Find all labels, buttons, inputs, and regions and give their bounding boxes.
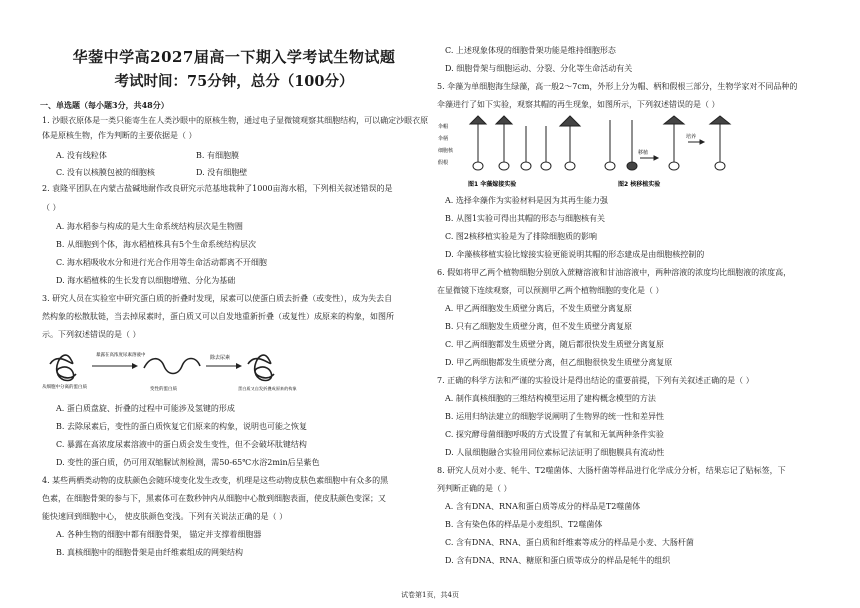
q1-option-c: C. 没有以核膜包被的细胞核 [56,168,155,177]
q6-stem-line2: 在显微镜下连续观察，可以预测甲乙两个植物细胞的变化是（ ） [437,286,664,295]
label-stalk: 伞柄 [438,136,449,142]
label-refolded-protein: 蛋白质又自发折叠成原来的构象 [238,386,297,391]
page-footer: 试卷第1页，共4页 [401,591,459,599]
label-isolated-protein: 从细胞中分离的蛋白质 [42,385,87,390]
q4-option-d: D. 细胞骨架与细胞运动、分裂、分化等生命活动有关 [445,64,633,73]
q8-stem-line1: 8. 研究人员对小麦、牦牛、T2噬菌体、大肠杆菌等样品进行化学成分分析，结果忘记了贴标签，下 [437,466,786,475]
q7-stem-line1: 7. 正确的科学方法和严谨的实验设计是得出结论的重要前提，下列有关叙述正确的是（ ） [437,376,754,385]
q1-stem-line2: 体是原核生物，作为判断的主要依据是（ ） [42,131,197,140]
q6-stem-line1: 6. 假如将甲乙两个植物细胞分别放入蔗糖溶液和甘油溶液中，两种溶液的浓度均比细胞液的浓度高， [437,268,792,277]
arrow-label-remove: 除去尿素 [210,355,231,361]
q5-option-a: A. 选择伞藻作为实验材料是因为其再生能力强 [445,196,608,205]
q5-option-d: D. 伞藻核移植实验比嫁接实验更能说明其帽的形态建成是由细胞核控制的 [445,250,705,259]
q2-option-c: C. 海水稻吸收水分和进行光合作用等生命活动都离不开细胞 [56,258,267,267]
q1-option-a: A. 没有线粒体 [56,151,107,160]
q2-option-d: D. 海水稻植株的生长发育以细胞增殖、分化为基础 [56,276,236,285]
figure1-caption: 图1 伞藻嫁接实验 [468,181,517,188]
transplant-plants [605,116,730,170]
label-cap: 伞帽 [438,124,449,130]
arrow-label-urea: 暴露在高浓度尿素溶液中 [96,353,146,358]
folded-protein-icon [50,355,76,380]
q6-option-b: B. 只有乙细胞发生质壁分离，但不发生质壁分离复原 [445,322,632,331]
q3-stem-line1: 3. 研究人员在实验室中研究蛋白质的折叠时发现，尿素可以使蛋白质去折叠（或变性），成为失去自 [42,294,393,303]
exam-subtitle: 考试时间：75分钟，总分（100分） [114,73,354,90]
q4-option-a: A. 各种生物的细胞中都有细胞骨架， 锚定并支撑着细胞器 [56,530,262,539]
q8-option-d: D. 含有DNA、RNA、糖原和蛋白质等成分的样品是牦牛的组织 [445,556,671,565]
q1-option-b: B. 有细胞膜 [196,151,239,160]
label-culture: 培养 [686,134,697,140]
q4-option-b: B. 真核细胞中的细胞骨架是由纤维素组成的网架结构 [56,548,243,557]
q7-option-b: B. 运用归纳法建立的细胞学说阐明了生物界的统一性和差异性 [445,412,664,421]
q6-option-c: C. 甲乙两细胞都发生质壁分离，随后都很快发生质壁分离复原 [445,340,664,349]
q3-option-d: D. 变性的蛋白质，仍可用双缩脲试剂检测，需50-65℃水浴2min后呈紫色 [56,458,320,467]
q2-option-b: B. 从细胞到个体，海水稻植株具有5个生命系统结构层次 [56,240,257,249]
q3-option-b: B. 去除尿素后，变性的蛋白质恢复它们原来的构象，说明也可能之恢复 [56,422,307,431]
label-nucleus: 细胞核 [438,148,454,154]
label-rhizoid: 假根 [438,160,449,166]
q7-option-c: C. 探究酵母菌细胞呼吸的方式设置了有氧和无氧两种条件实验 [445,430,664,439]
q3-stem-line2: 然构象的松散肽链，当去掉尿素时，蛋白质又可以自发地重新折叠（或复性）成原来的构象，如图所 [42,312,394,321]
q5-option-c: C. 图2核移植实验是为了排除细胞质的影响 [445,232,598,241]
denatured-protein-icon [144,359,200,374]
q1-stem-line1: 1. 沙眼衣原体是一类只能寄生在人类沙眼中的原核生物，通过电子显微镜观察其细胞结构，可以确定沙眼衣原 [42,116,429,125]
q8-stem-line2: 列判断正确的是（ ） [437,484,512,493]
q8-option-a: A. 含有DNA、RNA和蛋白质等成分的样品是T2噬菌体 [445,502,641,511]
q8-option-b: B. 含有染色体的样品是小麦组织、T2噬菌体 [445,520,603,529]
acetabularia-figure [438,114,738,192]
q4-stem-line3: 能快速回到细胞中心， 使皮肤颜色变浅。下列有关说法正确的是（ ） [42,512,288,521]
q2-stem-line2: （ ） [42,203,61,212]
exam-title: 华蓥中学高2027届高一下期入学考试生物试题 [72,48,396,66]
q5-stem-line2: 伞藻进行了如下实验，观察其帽的再生现象，如图所示，下列叙述错误的是（ ） [437,100,720,109]
q2-stem-line1: 2. 袁隆平团队在内蒙古盐碱地耐作改良研究示范基地栽种了1000亩海水稻，下列相关叙述错误的是 [42,184,393,193]
q5-option-b: B. 从图1实验可得出其帽的形态与细胞核有关 [445,214,606,223]
q7-option-d: D. 人鼠细胞融合实验用同位素标记法证明了细胞膜具有流动性 [445,448,665,457]
q6-option-d: D. 甲乙两细胞都发生质壁分离，但乙细胞很快发生质壁分离复原 [445,358,673,367]
q3-option-a: A. 蛋白质盘旋、折叠的过程中可能涉及氢键的形成 [56,404,235,413]
label-transplant: 移植 [638,150,649,156]
q3-stem-line3: 示。下列叙述错误的是（ ） [42,330,141,339]
section-heading: 一、单选题（每小题3分，共48分） [40,100,169,110]
q8-option-c: C. 含有DNA、RNA、蛋白质和纤维素等成分的样品是小麦、大肠杆菌 [445,538,694,547]
q3-option-c: C. 暴露在高浓度尿素溶液中的蛋白质会发生变性，但不会破坏肽键结构 [56,440,307,449]
q1-option-d: D. 没有细胞壁 [196,168,248,177]
q2-option-a: A. 海水稻参与构成的是大生命系统结构层次是生物圈 [56,222,243,231]
refolded-protein-icon [248,355,274,380]
label-denatured-protein: 变性的蛋白质 [150,387,177,392]
protein-folding-figure [40,344,297,400]
q4-stem-line1: 4. 某些两栖类动物的皮肤颜色会随环境变化发生改变，机理是这些动物皮肤色素细胞中有众多的黑 [42,476,389,485]
q4-stem-line2: 色素，在细胞骨架的参与下，黑素体可在数秒钟内从细胞中心散到细胞表面，使皮肤颜色变深；又 [42,494,386,503]
q5-stem-line1: 5. 伞藻为单细胞海生绿藻，高一般2～7cm，外形上分为帽、柄和假根三部分，生物学家对不同品种的 [437,82,798,91]
q4-option-c: C. 上述现象体现的细胞骨架功能是维持细胞形态 [445,46,616,55]
q7-option-a: A. 制作真核细胞的三维结构模型运用了建构概念模型的方法 [445,394,656,403]
figure2-caption: 图2 核移植实验 [618,181,661,188]
grafting-plants [470,116,580,170]
q6-option-a: A. 甲乙两细胞发生质壁分离后，不发生质壁分离复原 [445,304,632,313]
